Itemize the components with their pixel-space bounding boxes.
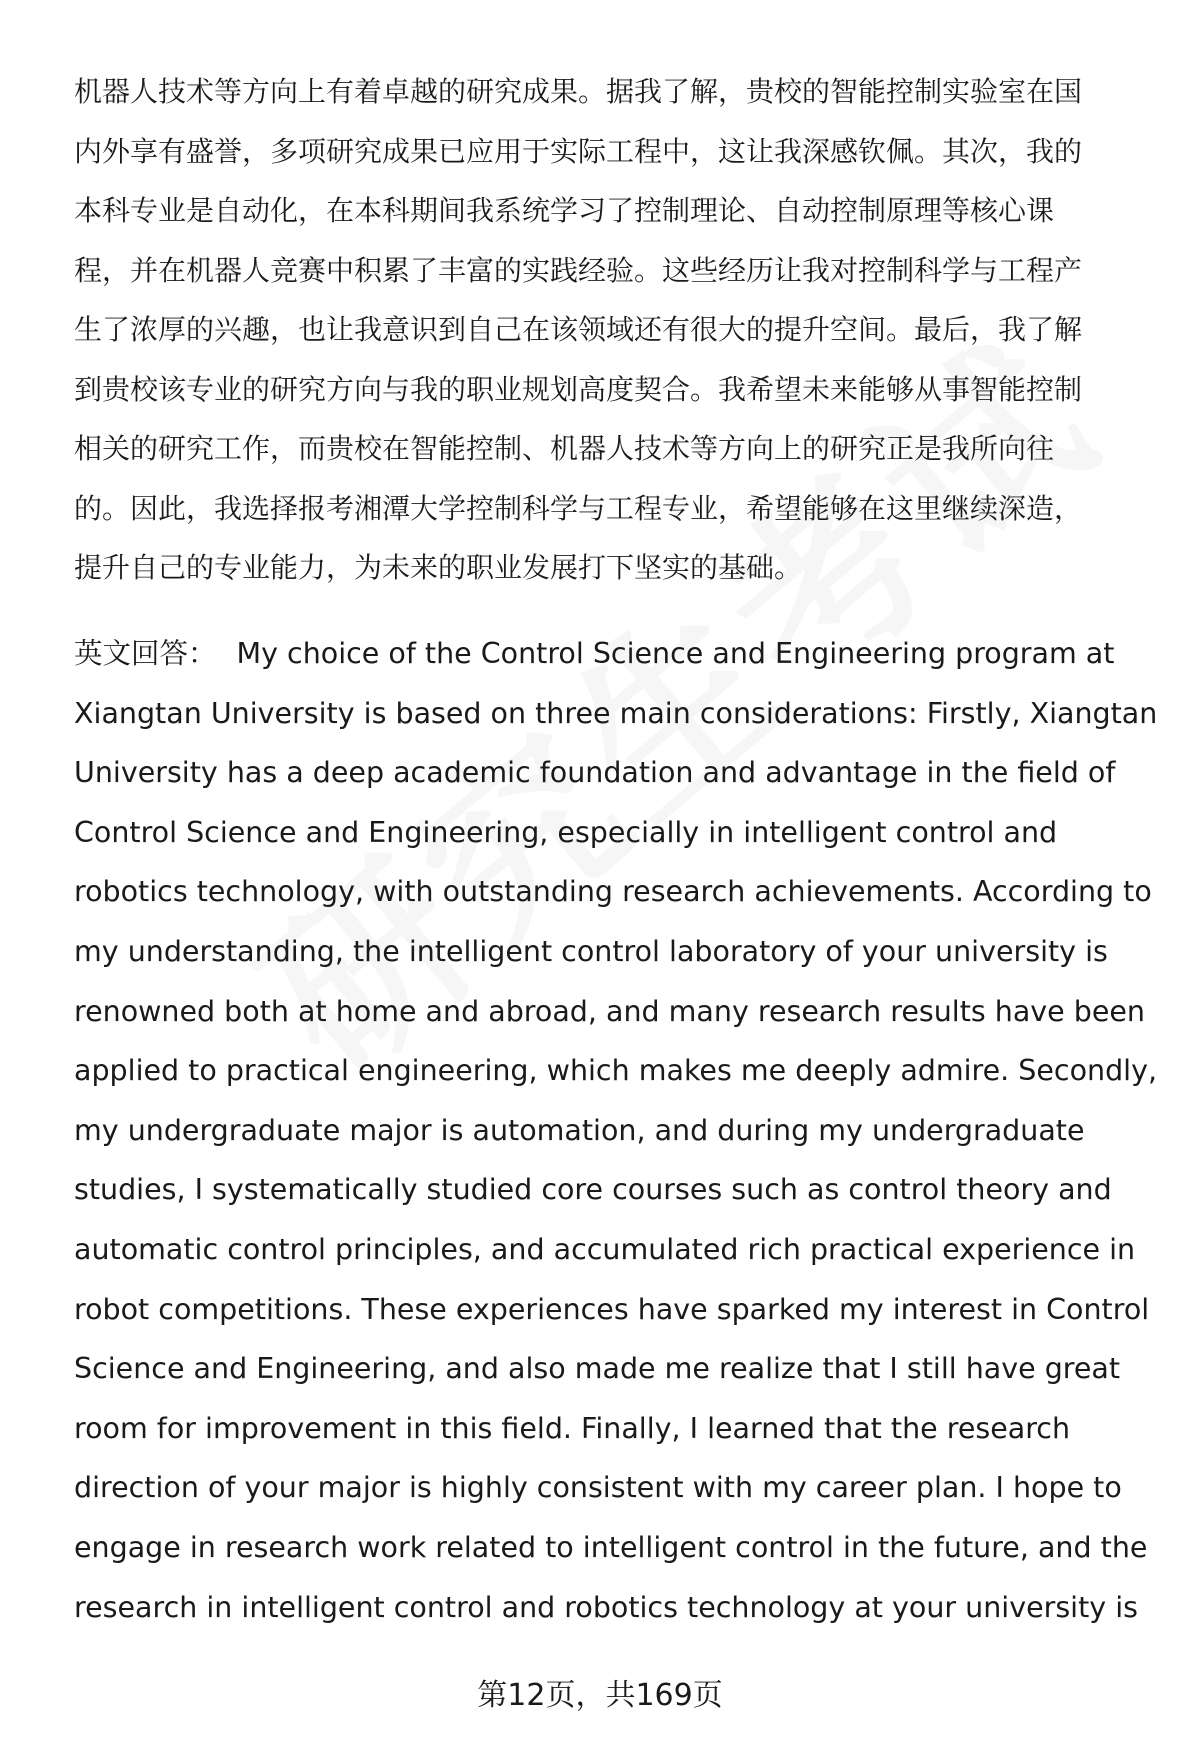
text-line: Science and Engineering, and also made me realize that I still have great <box>74 1352 1121 1386</box>
text-line: automatic control principles, and accumulated rich practical experience in <box>74 1232 1136 1266</box>
page-number: 第12页，共169页 <box>477 1678 723 1713</box>
text-line-content: My choice of the Control Science and Engineering program at <box>236 637 1115 670</box>
text-line: applied to practical engineering, which makes me deeply admire. Secondly, <box>74 1054 1158 1088</box>
text-line: 的。因此，我选择报考湘潭大学控制科学与工程专业，希望能够在这里继续深造， <box>74 491 1083 525</box>
text-line: 程，并在机器人竞赛中积累了丰富的实践经验。这些经历让我对控制科学与工程产 <box>74 253 1083 287</box>
text-line: my understanding, the intelligent control laboratory of your university is <box>74 934 1108 968</box>
chinese-answer-paragraph <box>74 62 1144 598</box>
text-line: research in intelligent control and robotics technology at your university is <box>74 1590 1138 1624</box>
text-line: Xiangtan University is based on three main considerations: Firstly, Xiangtan <box>74 696 1158 730</box>
text-line: my undergraduate major is automation, and during my undergraduate <box>74 1113 1085 1147</box>
text-line: engage in research work related to intelligent control in the future, and the <box>74 1530 1148 1564</box>
english-answer-paragraph <box>74 624 1158 1637</box>
text-line-first <box>74 624 1144 684</box>
text-line: studies, I systematically studied core courses such as control theory and <box>74 1173 1112 1207</box>
text-line: 提升自己的专业能力，为未来的职业发展打下坚实的基础。 <box>74 551 803 584</box>
text-line: 本科专业是自动化，在本科期间我系统学习了控制理论、自动控制原理等核心课 <box>74 194 1055 227</box>
text-line: direction of your major is highly consistent with my career plan. I hope to <box>74 1471 1122 1505</box>
text-line: 机器人技术等方向上有着卓越的研究成果。据我了解，贵校的智能控制实验室在国 <box>74 75 1083 108</box>
text-line: 生了浓厚的兴趣，也让我意识到自己在该领域还有很大的提升空间。最后，我了解 <box>74 313 1083 346</box>
text-line: renowned both at home and abroad, and many research results have been <box>74 994 1145 1028</box>
text-line: robotics technology, with outstanding research achievements. According to <box>74 875 1152 909</box>
text-line: Control Science and Engineering, especially in intelligent control and <box>74 815 1058 849</box>
english-answer-label: 英文回答： <box>74 637 217 670</box>
text-line: robot competitions. These experiences have sparked my interest in Control <box>74 1292 1150 1326</box>
text-line: University has a deep academic foundation and advantage in the field of <box>74 756 1116 790</box>
text-line: 到贵校该专业的研究方向与我的职业规划高度契合。我希望未来能够从事智能控制 <box>74 372 1083 406</box>
text-line: 相关的研究工作，而贵校在智能控制、机器人技术等方向上的研究正是我所向往 <box>74 432 1055 465</box>
text-line: 内外享有盛誉，多项研究成果已应用于实际工程中，这让我深感钦佩。其次，我的 <box>74 134 1083 168</box>
text-line: room for improvement in this field. Finally, I learned that the research <box>74 1411 1071 1445</box>
